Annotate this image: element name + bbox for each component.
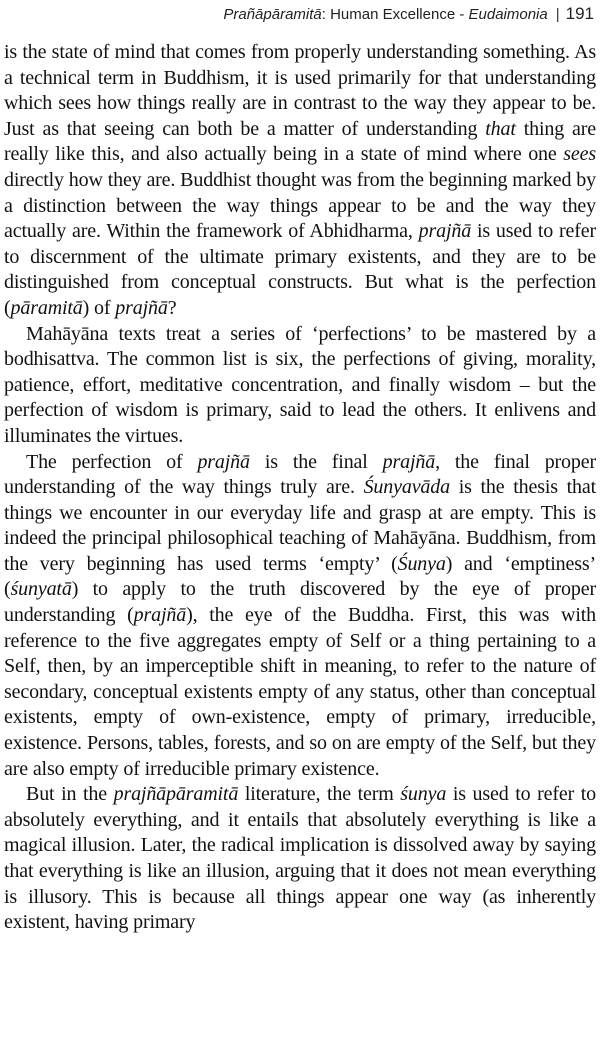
text-run: literature, the term bbox=[238, 783, 401, 806]
paragraph-3 bbox=[4, 450, 596, 783]
text-run: is used to refer to discernment of the ultimate primary existents, and they are to be distinguished from conceptual constructs. But what is the perfection ( bbox=[4, 220, 597, 319]
header-title-italic-2: Eudaimonia bbox=[468, 6, 548, 23]
text-run: ? bbox=[167, 296, 177, 319]
body-text bbox=[4, 40, 596, 936]
text-run: Mahāyāna texts treat a series of ‘perfections’ to be mastered by a bodhisattva. The common list is six, the perfections of giving, morality, patience, effort, meditative concentration, and finally wisdom – but the perfection of wisdom is primary, said to lead the others. It enlivens and illuminates the virtues. bbox=[4, 322, 596, 447]
italic-term: prajñā bbox=[382, 450, 436, 473]
paragraph-4 bbox=[4, 782, 596, 936]
text-run: ) to apply to the truth discovered by the eye of proper understanding ( bbox=[4, 578, 596, 627]
italic-term: that bbox=[485, 117, 516, 140]
header-title-italic-1: Prañāpāramitā bbox=[223, 6, 322, 23]
text-run: is the thesis that things we encounter in our everyday life and grasp at are empty. This is indeed the principal philosophical teaching of Mahāyāna. Buddhism, from the very beginning has used terms ‘empty’ ( bbox=[4, 476, 597, 575]
italic-term: prajñā bbox=[197, 450, 250, 473]
text-run: , the final proper understanding of the way things truly are. bbox=[4, 450, 596, 499]
header-separator: | bbox=[555, 6, 560, 23]
text-run: is the state of mind that comes from properly understanding something. As a technical term in Buddhism, it is used primarily for that understanding which sees how things really are in contrast to the way they appear to be. Just as that seeing can both be a matter of understanding bbox=[4, 41, 596, 140]
text-run: ) of bbox=[82, 296, 116, 319]
italic-term: prajñā bbox=[133, 604, 187, 627]
italic-term: sees bbox=[563, 143, 596, 166]
page-number: 191 bbox=[565, 4, 594, 23]
header-title-mid: : Human Excellence - bbox=[321, 6, 469, 23]
text-run: is the final bbox=[249, 450, 383, 473]
running-header bbox=[223, 4, 594, 25]
paragraph-2 bbox=[4, 322, 596, 450]
italic-term: prajñāpāramitā bbox=[113, 783, 239, 806]
text-run: directly how they are. Buddhist thought was from the beginning marked by a distinction between the way things appear to be and the way they actually are. Within the framework of Abhidharma, bbox=[4, 168, 596, 243]
text-run: is used to refer to absolutely everything, and it entails that absolutely everything is like a magical illusion. Later, the radical implication is dissolved away by saying that everything is like an illusion, arguing that it does not mean everything is illusory. This is because all things appear one way (as inherently existent, having primary bbox=[4, 783, 596, 934]
italic-term: śunya bbox=[400, 783, 447, 806]
text-run: The perfection of bbox=[26, 450, 198, 473]
italic-term: pāramitā bbox=[10, 296, 83, 319]
paragraph-1 bbox=[4, 40, 596, 322]
text-run: ), the eye of the Buddha. First, this was with reference to the five aggregates empty of Self or a thing pertaining to a Self, then, by an imperceptible shift in meaning, to refer to the nature of secondary, conceptual existents empty of any status, other than conceptual existents, empty of own-existence, empty of primary, irreducible, existence. Persons, tables, forests, and so on are empty of the Self, but they are also empty of irreducible primary existence. bbox=[4, 604, 596, 780]
italic-term: prajñā bbox=[418, 220, 472, 243]
text-run: thing are really like this, and also actually being in a state of mind where one bbox=[4, 117, 596, 166]
italic-term: śunyatā bbox=[10, 578, 72, 601]
text-run: ) and ‘emptiness’ ( bbox=[4, 552, 596, 601]
text-run: But in the bbox=[26, 783, 114, 806]
italic-term: Śunyavāda bbox=[363, 476, 450, 499]
italic-term: prajñā bbox=[115, 296, 168, 319]
italic-term: Śunya bbox=[397, 552, 446, 575]
